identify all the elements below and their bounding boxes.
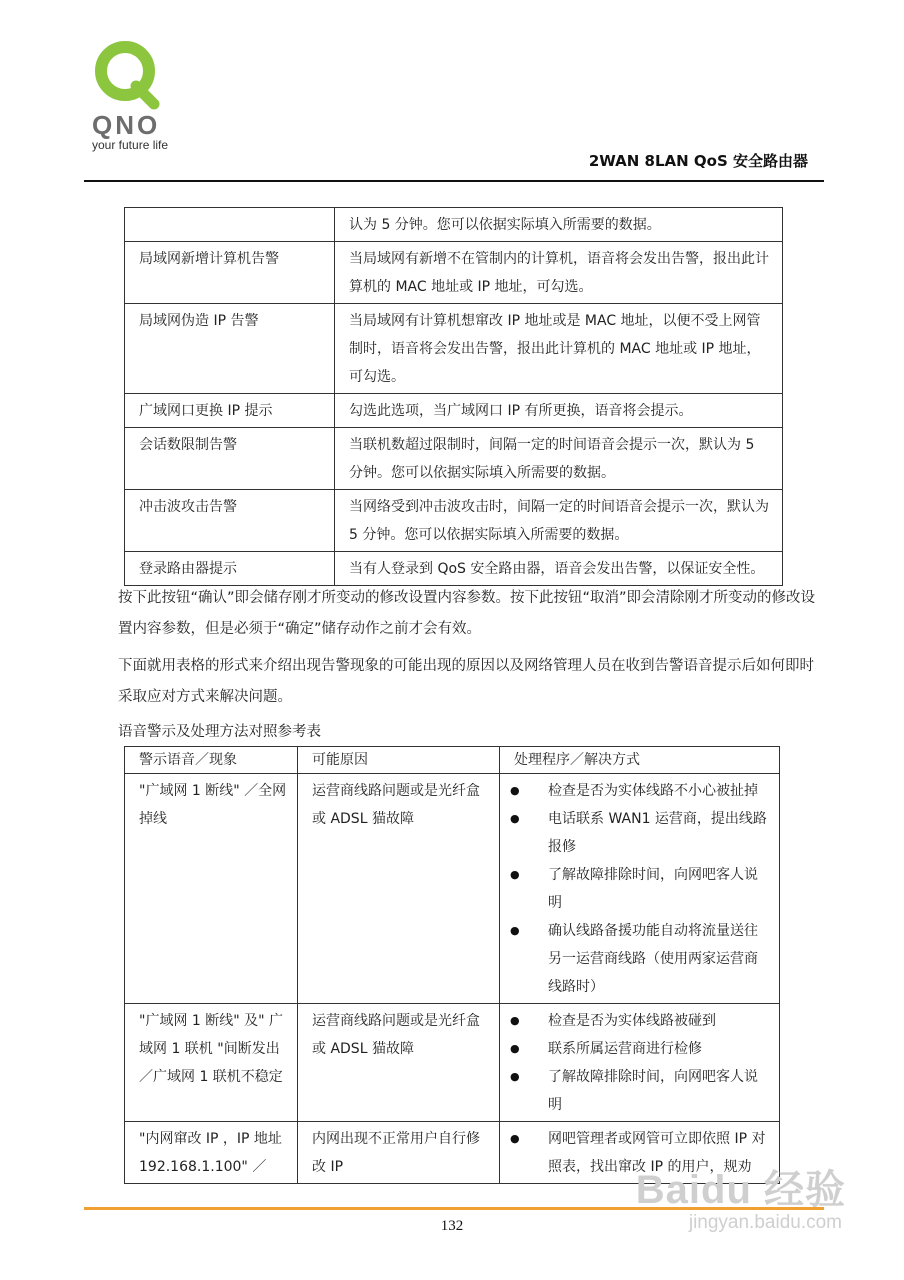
setting-description: 当有人登录到 QoS 安全路由器，语音会发出告警，以保证安全性。 [335, 552, 783, 586]
alert-cause: 运营商线路问题或是光纤盒或 ADSL 猫故障 [298, 774, 500, 1004]
table-row [125, 208, 783, 242]
setting-description: 当联机数超过限制时，间隔一定的时间语音会提示一次，默认为 5 分钟。您可以依据实际填入所需要的数据。 [335, 428, 783, 490]
header-divider [84, 180, 824, 182]
alert-phenomenon: "广域网 1 断线" ／全网掉线 [125, 774, 298, 1004]
brand-name: QNO [92, 110, 161, 140]
alert-solution [500, 774, 780, 1004]
setting-description: 勾选此选项，当广域网口 IP 有所更换，语音将会提示。 [335, 394, 783, 428]
setting-name: 登录路由器提示 [125, 552, 335, 586]
watermark-main: Baidu 经验 [635, 1168, 846, 1212]
alert-phenomenon: "广域网 1 断线" 及" 广域网 1 联机 "间断发出 ／广域网 1 联机不稳定 [125, 1004, 298, 1122]
alert-cause: 内网出现不正常用户自行修改 IP [298, 1122, 500, 1184]
column-header-solution: 处理程序／解决方式 [500, 747, 780, 774]
column-header-cause: 可能原因 [298, 747, 500, 774]
list-item: ● 了解故障排除时间，向网吧客人说明 [514, 861, 769, 917]
setting-name: 广域网口更换 IP 提示 [125, 394, 335, 428]
qno-logo [92, 40, 182, 152]
alert-settings-table [124, 207, 783, 586]
table-row [125, 1004, 780, 1122]
list-item: ● 确认线路备援功能自动将流量送往另一运营商线路（使用两家运营商线路时） [514, 917, 769, 1001]
list-item: ● 电话联系 WAN1 运营商，提出线路报修 [514, 805, 769, 861]
setting-description: 当网络受到冲击波攻击时，间隔一定的时间语音会提示一次，默认为 5 分钟。您可以依据实际填入所需要的数据。 [335, 490, 783, 552]
solution-list [514, 1007, 769, 1119]
qno-logo-mark-icon [92, 40, 164, 110]
table-row [125, 490, 783, 552]
list-item: ● 了解故障排除时间，向网吧客人说明 [514, 1063, 769, 1119]
solution-list [514, 777, 769, 1001]
setting-name: 局域网新增计算机告警 [125, 242, 335, 304]
table-header-row [125, 747, 780, 774]
alert-solution [500, 1004, 780, 1122]
table-row [125, 552, 783, 586]
setting-description: 当局域网有新增不在管制内的计算机，语音将会发出告警，报出此计算机的 MAC 地址或 IP 地址，可勾选。 [335, 242, 783, 304]
intro-paragraph: 下面就用表格的形式来介绍出现告警现象的可能出现的原因以及网络管理人员在收到告警语音提示后如何即时采取应对方式来解决问题。 [118, 658, 814, 705]
list-item: ● 检查是否为实体线路被碰到 [514, 1007, 769, 1035]
brand-slogan: your future life [92, 138, 169, 152]
table-caption: 语音警示及处理方法对照参考表 [118, 724, 321, 740]
table-row [125, 242, 783, 304]
voice-alert-reference-table [124, 746, 780, 1184]
alert-cause: 运营商线路问题或是光纤盒或 ADSL 猫故障 [298, 1004, 500, 1122]
table-row [125, 394, 783, 428]
document-title: 2WAN 8LAN QoS 安全路由器 [588, 152, 808, 170]
list-item: ● 检查是否为实体线路不小心被扯掉 [514, 777, 769, 805]
column-header-phenomenon: 警示语音／现象 [125, 747, 298, 774]
list-item: ● 联系所属运营商进行检修 [514, 1035, 769, 1063]
list-item: ● 网吧管理者或网管可立即依照 IP 对照表，找出窜改 IP 的用户，规劝 [514, 1125, 769, 1181]
alert-phenomenon: "内网窜改 IP ，IP 地址 192.168.1.100" ／ [125, 1122, 298, 1184]
page-number: 132 [440, 1218, 464, 1234]
setting-name: 会话数限制告警 [125, 428, 335, 490]
watermark-url: jingyan.baidu.com [688, 1212, 842, 1233]
setting-description: 认为 5 分钟。您可以依据实际填入所需要的数据。 [335, 208, 783, 242]
baidu-watermark [636, 1168, 846, 1234]
setting-description: 当局域网有计算机想窜改 IP 地址或是 MAC 地址，以便不受上网管制时，语音将会发出告警，报出此计算机的 MAC 地址或 IP 地址，可勾选。 [335, 304, 783, 394]
confirm-cancel-paragraph: 按下此按钮“确认”即会储存刚才所变动的修改设置内容参数。按下此按钮“取消”即会清除刚才所变动的修改设置内容参数，但是必须于“确定”储存动作之前才会有效。 [118, 590, 816, 637]
setting-name: 冲击波攻击告警 [125, 490, 335, 552]
setting-name: 局域网伪造 IP 告警 [125, 304, 335, 394]
setting-name [125, 208, 335, 242]
table-row [125, 774, 780, 1004]
table-row [125, 304, 783, 394]
table-row [125, 428, 783, 490]
